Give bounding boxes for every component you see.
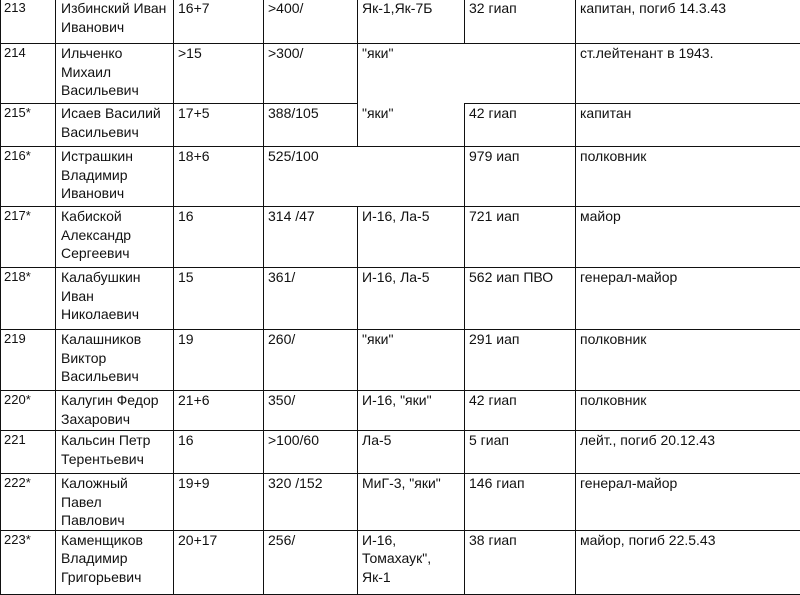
pilot-name: Кальсин Петр Терентьевич — [56, 431, 174, 474]
pilot-name: Каложный Павел Павлович — [56, 474, 174, 531]
row-number: 215* — [1, 104, 56, 147]
victories: 16 — [174, 207, 264, 268]
pilot-name: Кабиской Александр Сергеевич — [56, 207, 174, 268]
table-row — [1, 207, 800, 268]
aircraft: МиГ-3, "яки" — [358, 474, 465, 531]
victories: 18+6 — [174, 147, 264, 207]
sorties: 314 /47 — [264, 207, 358, 268]
row-number: 214 — [1, 44, 56, 104]
rank-status: майор — [576, 207, 800, 268]
sorties: 260/ — [264, 330, 358, 391]
sorties: 525/100 — [264, 147, 465, 207]
victories: >15 — [174, 44, 264, 104]
pilot-name: Калабушкин Иван Николаевич — [56, 268, 174, 330]
aircraft: И-16, Томахаук", Як-1 — [358, 530, 465, 594]
sorties: 320 /152 — [264, 474, 358, 531]
rank-status: полковник — [576, 391, 800, 431]
row-number: 221 — [1, 431, 56, 474]
sorties: 388/105 — [264, 104, 358, 147]
rank-status: лейт., погиб 20.12.43 — [576, 431, 800, 474]
table-row — [1, 104, 800, 147]
rank-status: ст.лейтенант в 1943. — [576, 44, 800, 104]
row-number: 222* — [1, 474, 56, 531]
row-number: 223* — [1, 530, 56, 594]
sorties: 350/ — [264, 391, 358, 431]
table-row — [1, 431, 800, 474]
row-number: 217* — [1, 207, 56, 268]
victories: 20+17 — [174, 530, 264, 594]
pilot-name: Избинский Иван Иванович — [56, 0, 174, 44]
victories: 21+6 — [174, 391, 264, 431]
victories: 17+5 — [174, 104, 264, 147]
aircraft: Ла-5 — [358, 431, 465, 474]
sorties: 256/ — [264, 530, 358, 594]
pilot-name: Каменщиков Владимир Григорьевич — [56, 530, 174, 594]
row-number: 218* — [1, 268, 56, 330]
aircraft: Як-1,Як-7Б — [358, 0, 465, 44]
rank-status: капитан — [576, 104, 800, 147]
aircraft: И-16, "яки" — [358, 391, 465, 431]
pilot-name: Исаев Василий Васильевич — [56, 104, 174, 147]
unit: 42 гиап — [465, 104, 576, 147]
rank-status: майор, погиб 22.5.43 — [576, 530, 800, 594]
unit: 32 гиап — [465, 0, 576, 44]
aircraft: И-16, Ла-5 — [358, 207, 465, 268]
unit: 979 иап — [465, 147, 576, 207]
table-row — [1, 474, 800, 531]
unit: 291 иап — [465, 330, 576, 391]
table-row — [1, 530, 800, 594]
table-row — [1, 147, 800, 207]
unit: 42 гиап — [465, 391, 576, 431]
unit: 38 гиап — [465, 530, 576, 594]
aircraft: "яки" — [358, 330, 465, 391]
aircraft: "яки" — [358, 104, 465, 147]
row-number: 220* — [1, 391, 56, 431]
unit: 721 иап — [465, 207, 576, 268]
pilot-name: Ильченко Михаил Васильевич — [56, 44, 174, 104]
unit: 562 иап ПВО — [465, 268, 576, 330]
rank-status: капитан, погиб 14.3.43 — [576, 0, 800, 44]
unit: 5 гиап — [465, 431, 576, 474]
victories: 15 — [174, 268, 264, 330]
rank-status: полковник — [576, 330, 800, 391]
row-number: 213 — [1, 0, 56, 44]
victories: 16 — [174, 431, 264, 474]
rank-status: генерал-майор — [576, 474, 800, 531]
rank-status: генерал-майор — [576, 268, 800, 330]
aircraft: "яки" — [358, 44, 576, 104]
table-row — [1, 0, 800, 44]
table-row — [1, 330, 800, 391]
pilot-name: Калашников Виктор Васильевич — [56, 330, 174, 391]
sorties: >100/60 — [264, 431, 358, 474]
pilot-name: Истрашкин Владимир Иванович — [56, 147, 174, 207]
victories: 16+7 — [174, 0, 264, 44]
table-row — [1, 391, 800, 431]
pilot-name: Калугин Федор Захарович — [56, 391, 174, 431]
rank-status: полковник — [576, 147, 800, 207]
table-row — [1, 268, 800, 330]
row-number: 219 — [1, 330, 56, 391]
unit: 146 гиап — [465, 474, 576, 531]
aircraft: И-16, Ла-5 — [358, 268, 465, 330]
sorties: >300/ — [264, 44, 358, 104]
victories: 19 — [174, 330, 264, 391]
sorties: 361/ — [264, 268, 358, 330]
victories: 19+9 — [174, 474, 264, 531]
table-row — [1, 44, 800, 104]
row-number: 216* — [1, 147, 56, 207]
sorties: >400/ — [264, 0, 358, 44]
